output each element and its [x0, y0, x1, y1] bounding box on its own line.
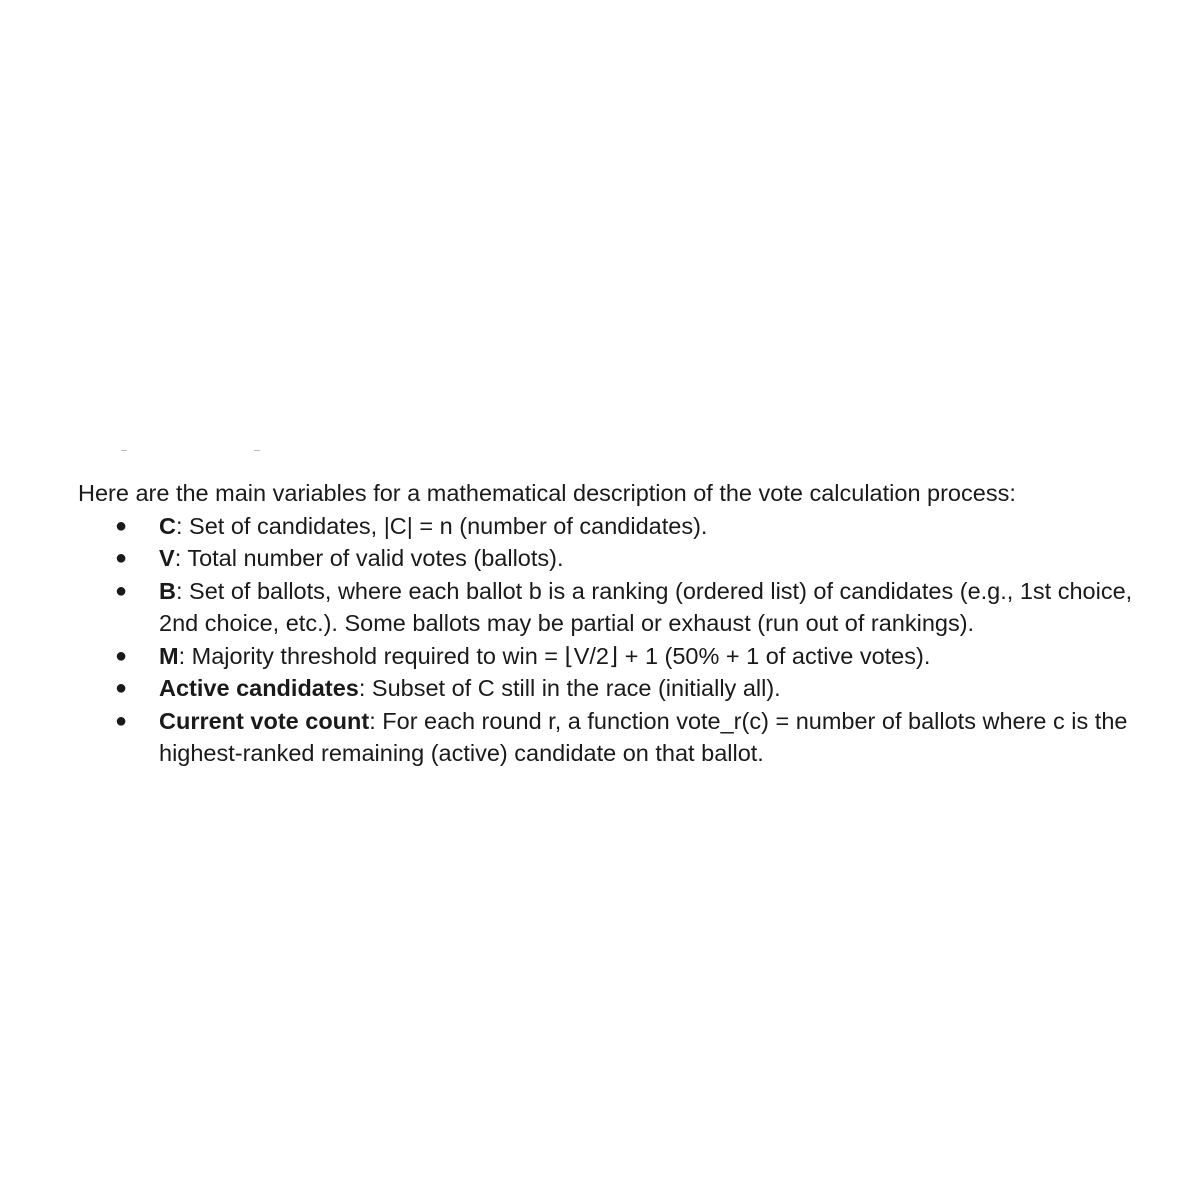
term-label: V	[159, 545, 175, 571]
document-body	[78, 477, 1138, 770]
term-label: Active candidates	[159, 675, 359, 701]
term-description: : Total number of valid votes (ballots).	[174, 545, 564, 571]
term-description: : For each round r, a function vote_r(c) = number of ballots where c is the highest-ranked remaining (active) candidate on that ballot.	[159, 707, 1128, 766]
intro-text: Here are the main variables for a mathematical description of the vote calculation process:	[78, 480, 1016, 506]
term-description: : Majority threshold required to win = ⌊V/2⌋ + 1 (50% + 1 of active votes).	[178, 642, 931, 669]
term-label: M	[159, 642, 179, 669]
stray-mark-right	[254, 450, 260, 451]
variable-list	[78, 510, 1138, 770]
term-label: B	[159, 577, 176, 604]
term-description: : Set of candidates, |C| = n (number of candidates).	[175, 512, 708, 539]
bullet-icon: ●	[115, 644, 128, 667]
bullet-icon: ●	[115, 677, 128, 699]
list-item-v	[78, 542, 1138, 575]
bullet-icon: ●	[115, 709, 128, 732]
list-item-current-vote-count	[78, 705, 1138, 770]
term-label: Current vote count	[159, 707, 370, 734]
list-item-c	[78, 510, 1138, 543]
term-label: C	[159, 512, 176, 539]
list-item-active-candidates	[78, 672, 1138, 705]
term-description: : Subset of C still in the race (initially all).	[358, 675, 781, 701]
term-description: : Set of ballots, where each ballot b is a ranking (ordered list) of candidates (e.g., 1st choice, 2nd choice, etc.). Some ballots may be partial or exhaust (run out of rankings).	[159, 577, 1133, 636]
stray-mark-left	[121, 450, 127, 451]
list-item-m	[78, 640, 1138, 673]
bullet-icon: ●	[115, 547, 128, 569]
bullet-icon: ●	[115, 579, 128, 602]
bullet-icon: ●	[115, 514, 128, 537]
list-item-b	[78, 575, 1138, 640]
